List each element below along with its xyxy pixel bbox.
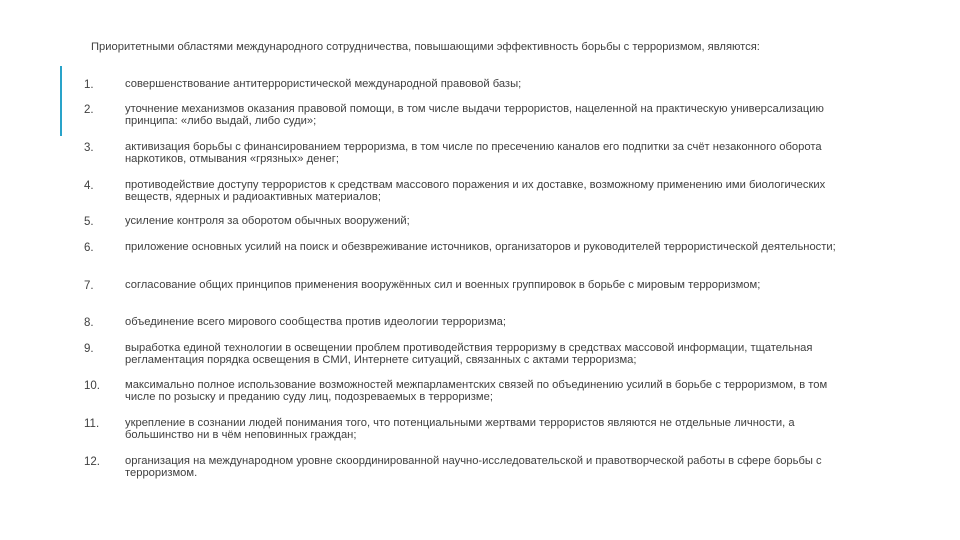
- item-number: 7.: [84, 280, 94, 292]
- accent-bar: [60, 66, 62, 136]
- item-text: уточнение механизмов оказания правовой помощи, в том числе выдачи террористов, нацеленной на практическую универсализацию принципа: «либо выдай, либо суди»;: [125, 103, 824, 127]
- list-item: [84, 343, 854, 366]
- list-item: [84, 79, 854, 91]
- item-number: 11.: [84, 418, 100, 430]
- list-item: [84, 280, 854, 292]
- list-item: [84, 317, 854, 329]
- item-text: усиление контроля за оборотом обычных вооружений;: [125, 215, 410, 227]
- item-text: выработка единой технологии в освещении проблем противодействия терроризму в средствах массовой информации, тщательная регламентация порядка освещения в СМИ, Интернете ситуаций, связанных с актами терроризма;: [125, 342, 813, 366]
- item-text: противодействие доступу террористов к средствам массового поражения и их доставке, возможному применению ими биологических веществ, ядерных и радиоактивных материалов;: [125, 179, 826, 203]
- list-item: [84, 216, 854, 228]
- item-text: укрепление в сознании людей понимания того, что потенциальными жертвами террористов являются не отдельные личности, а большинство ни в чём неповинных граждан;: [125, 417, 795, 441]
- item-text: активизация борьбы с финансированием терроризма, в том числе по пресечению каналов его подпитки за счёт незаконного оборота наркотиков, отмывания «грязных» денег;: [125, 141, 822, 165]
- item-number: 6.: [84, 242, 94, 254]
- item-number: 8.: [84, 317, 94, 329]
- item-number: 12.: [84, 456, 100, 468]
- item-text: максимально полное использование возможностей межпарламентских связей по объединению усилий в борьбе с терроризмом, в том числе по розыску и преданию суду лиц, подозреваемых в терроризме;: [125, 379, 828, 403]
- item-number: 5.: [84, 216, 94, 228]
- item-number: 9.: [84, 343, 94, 355]
- item-text: приложение основных усилий на поиск и обезвреживание источников, организаторов и руководителей террористической деятельности;: [125, 241, 836, 253]
- list-item: [84, 180, 854, 203]
- list-item: [84, 418, 854, 441]
- item-number: 10.: [84, 380, 100, 392]
- item-text: объединение всего мирового сообщества против идеологии терроризма;: [125, 316, 507, 328]
- list-item: [84, 104, 854, 127]
- list-item: [84, 242, 854, 254]
- list-item: [84, 142, 854, 165]
- item-text: совершенствование антитеррористической международной правовой базы;: [125, 78, 522, 90]
- item-text: согласование общих принципов применения вооружённых сил и военных группировок в борьбе с мировым терроризмом;: [125, 279, 761, 291]
- item-number: 4.: [84, 180, 94, 192]
- item-number: 3.: [84, 142, 94, 154]
- intro-text: Приоритетными областями международного сотрудничества, повышающими эффективность борьбы с терроризмом, являются:: [91, 41, 760, 53]
- item-number: 2.: [84, 104, 94, 116]
- list-item: [84, 380, 854, 403]
- list-item: [84, 456, 854, 479]
- item-text: организация на международном уровне скоординированной научно-исследовательской и правотворческой работы в сфере борьбы с терроризмом.: [125, 455, 822, 479]
- item-number: 1.: [84, 79, 94, 91]
